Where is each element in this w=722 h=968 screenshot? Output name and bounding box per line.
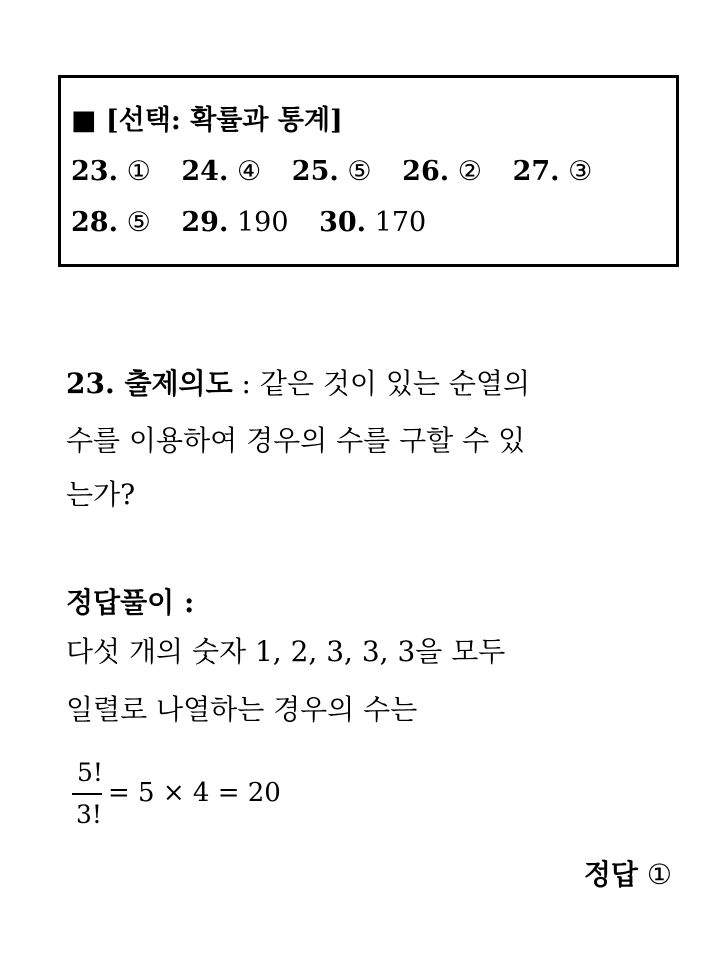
- answer-number: 30.: [319, 207, 367, 238]
- intent-label: 23. 출제의도: [66, 367, 233, 400]
- fraction-numerator: 5!: [77, 758, 103, 787]
- answer-row-1: [71, 155, 592, 189]
- answer-number: 23.: [71, 156, 118, 187]
- answer-value: ⑤: [347, 156, 372, 187]
- fraction-bar: [72, 793, 102, 795]
- intent-line-2: 수를 이용하여 경우의 수를 구할 수 있: [66, 424, 526, 457]
- answer-number: 27.: [512, 156, 560, 187]
- answer-key-box: [58, 75, 679, 267]
- answer-value: ③: [568, 156, 593, 187]
- equation-rest: = 5 × 4 = 20: [108, 778, 281, 808]
- intent-text: : 같은 것이 있는 순열의: [232, 367, 531, 400]
- final-answer-label: 정답: [583, 858, 638, 891]
- answer-row-2: [71, 206, 426, 240]
- answer-value: ⑤: [126, 207, 151, 238]
- fraction-5-factorial-over-3-factorial: [70, 758, 104, 832]
- intent-line-1: [66, 367, 530, 401]
- final-answer-value: ①: [646, 858, 672, 891]
- answer-number: 25.: [291, 156, 339, 187]
- solution-line-1: 다섯 개의 숫자 1, 2, 3, 3, 3을 모두: [66, 635, 506, 668]
- answer-value: ④: [236, 156, 262, 187]
- answer-value: 190: [236, 207, 289, 238]
- answer-number: 28.: [71, 207, 118, 238]
- solution-label: 정답풀이 :: [66, 586, 195, 619]
- intent-line-3: 는가?: [66, 478, 136, 511]
- answer-value: 170: [374, 207, 427, 238]
- answer-number: 26.: [402, 156, 450, 187]
- answer-value: ①: [126, 156, 151, 187]
- answer-value: ②: [457, 156, 482, 187]
- answer-number: 29.: [181, 207, 229, 238]
- solution-line-2: 일렬로 나열하는 경우의 수는: [66, 693, 418, 726]
- answer-number: 24.: [181, 156, 229, 187]
- final-answer: [584, 858, 672, 892]
- answer-key-title: ■ [선택: 확률과 통계]: [71, 105, 343, 136]
- fraction-denominator: 3!: [76, 800, 102, 829]
